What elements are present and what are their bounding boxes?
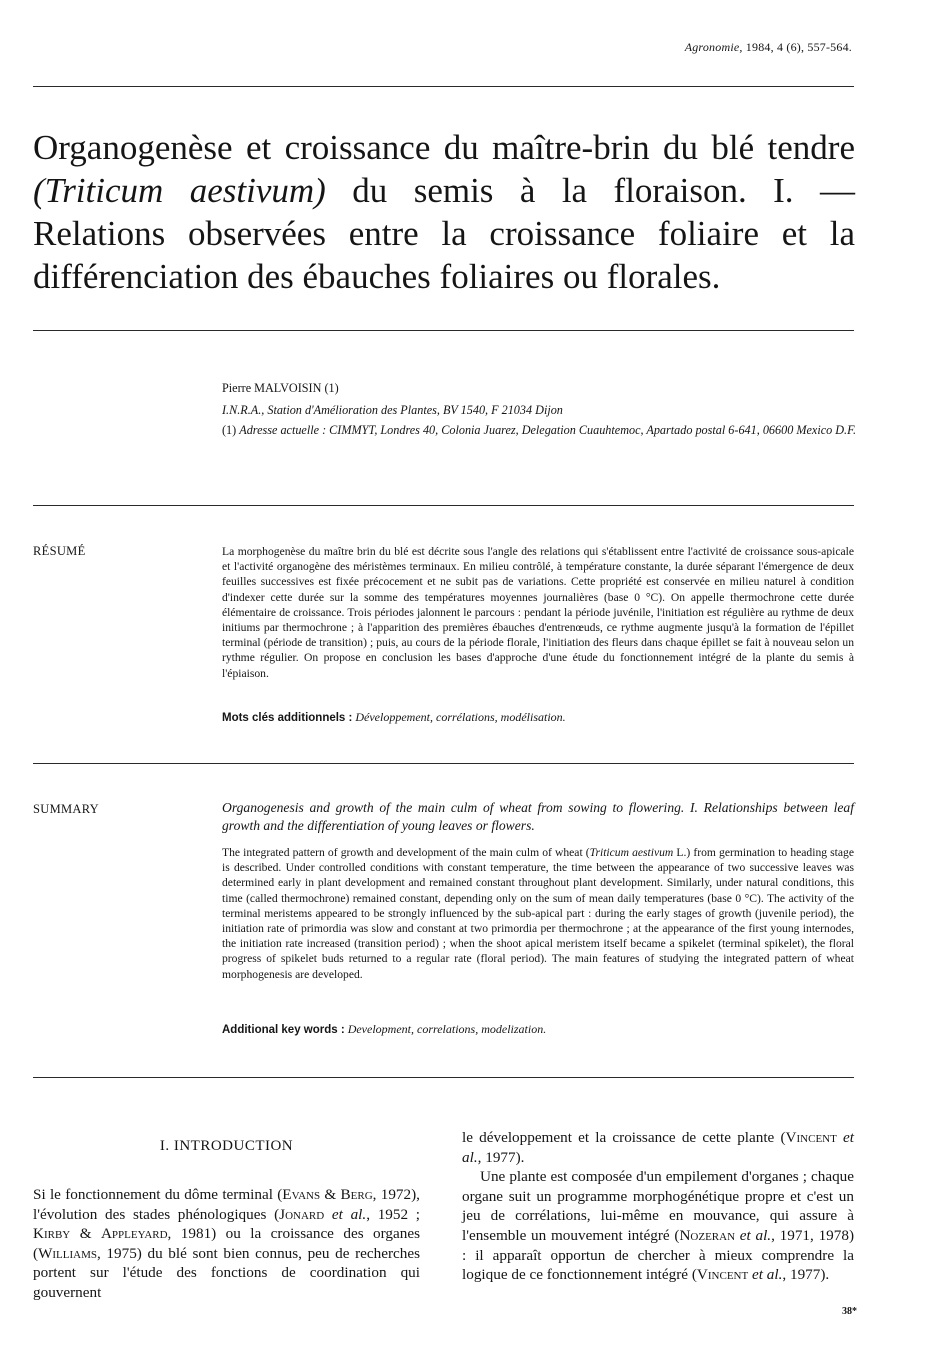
journal-details: 1984, 4 (6), 557-564. (745, 40, 852, 54)
intro-column-2 (462, 1128, 854, 1285)
author-block (222, 380, 862, 438)
summary-keywords-label: Additional key words : (222, 1024, 345, 1036)
summary-text (222, 845, 854, 982)
title-rule (33, 330, 854, 331)
author-citation: Kirby (33, 1225, 71, 1243)
page-number: 38* (842, 1306, 857, 1317)
summary-species: Triticum aestivum (589, 846, 674, 859)
summary-keywords (222, 1022, 854, 1037)
author-citation: Williams (38, 1244, 98, 1262)
summary-title: Organogenesis and growth of the main culm of wheat from sowing to flowering. I. Relationships between leaf growth and the differentiation of young leaves or flowers. (222, 800, 854, 833)
author-citation: Berg (340, 1186, 373, 1203)
resume-text: La morphogenèse du maître brin du blé est décrite sous l'angle des relations qui s'établissent entre l'activité de croissance sous-apicale et l'activité organogène des méristèmes terminaux. En milieu contrôlé, à température constante, la durée séparant l'émergence de deux feuilles successives est fixée précocement et ne subit pas de variations. Cette propriété est conservée en milieu naturel à condition d'indexer cette durée sur la somme des températures moyennes journalières (base 0 °C). On appelle thermochrone cette durée élémentaire de croissance. Trois périodes jalonnent le parcours : pendant la période juvénile, l'initiation est régulière au rythme de deux initiums par thermochrone ; à l'apparition des premières ébauches d'entrenœuds, ce rythme augmente jusqu'à la formation de l'épillet terminal (période de transition) ; puis, au cours de la période florale, l'initiation des fleurs dans chaque épillet se fait à nouveau selon un rythme régulier. On propose en conclusion les bases d'approche d'une étude du fonctionnement intégré de la plante du semis à l'épiaison. (222, 545, 854, 680)
title-line-4: différenciation des ébauches foliaires ou florales. (33, 257, 721, 296)
summary-text-part-1: The integrated pattern of growth and development of the main culm of wheat ( (222, 846, 590, 859)
et-al: et al. (752, 1266, 783, 1284)
intro-col2-paragraph-1: le développement et la croissance de cette plante (Vincent et al., 1977). (462, 1129, 854, 1166)
author-affiliation: I.N.R.A., Station d'Amélioration des Plantes, BV 1540, F 21034 Dijon (222, 403, 563, 417)
address-prefix: (1) (222, 423, 240, 437)
et-al: et al. (462, 1129, 854, 1166)
article-title (33, 126, 855, 298)
resume-rule (33, 763, 854, 764)
author-citation: Appleyard (100, 1225, 168, 1243)
et-al: et al. (739, 1226, 772, 1244)
author-address (222, 422, 862, 438)
address-text: Adresse actuelle : CIMMYT, Londres 40, Colonia Juarez, Delegation Cuauhtemoc, Apartado postal 6-641, 06600 Mexico D.F. (239, 423, 857, 437)
resume-keywords (222, 710, 854, 725)
author-citation: Vincent (696, 1266, 749, 1284)
title-line-2 (33, 169, 855, 212)
author-citation: Vincent (785, 1129, 837, 1146)
intro-heading: I. INTRODUCTION (159, 1138, 294, 1154)
summary-text-part-2: L.) from germination to heading stage is described. Under controlled conditions with constant temperature, the time between the appearance of two successive leaves was determined early in plant development and remained constant throughout plant development. Similarly, under natural conditions, this time (called thermochrone) remained constant, depending only on the sum of mean daily temperatures (base 0 °C). The activity of the terminal meristems appeared to be strongly influenced by the sub-apical part : during the early stages of growth (juvenile period), the initiation rate of primordia was slow and constant at two primordia per thermochrone ; at the appearance of the first young internodes, the initiation rate increased (transition period) ; when the shoot apical meristem itself became a spikelet (terminal spikelet), the floral progress of spikelet buds returned to a regular rate (floral period). The main features of studying the integrated pattern of wheat morphogenesis are developed. (222, 846, 854, 981)
title-line-3: Relations observées entre la croissance foliaire et la (33, 214, 855, 253)
summary-label: SUMMARY (33, 802, 100, 816)
title-line-2-rest: du semis à la floraison. I. — (325, 171, 855, 210)
resume-label: RÉSUMÉ (33, 544, 86, 558)
author-citation: Evans (282, 1186, 321, 1203)
journal-name: Agronomie, (684, 40, 743, 54)
journal-citation (685, 40, 852, 55)
intro-column-1: Si le fonctionnement du dôme terminal (Evans & Berg, 1972), l'évolution des stades phénologiques (Jonard et al., 1952 ; Kirby & Appleyard, 1981) ou la croissance des organes (Williams, 1975) du blé sont bien connus, peu de recherches portent sur l'étude des fonctions de coordination qui gouvernent (33, 1186, 420, 1301)
author-citation: Jonard (279, 1205, 325, 1223)
header-rule (33, 86, 854, 87)
author-name: Pierre MALVOISIN (1) (222, 381, 339, 395)
title-species: (Triticum aestivum) (33, 171, 326, 210)
title-line-1: Organogenèse et croissance du maître-brin du blé tendre (33, 128, 855, 167)
summary-rule (33, 1077, 854, 1078)
intro-col2-paragraph-2: Une plante est composée d'un empilement d'organes ; chaque organe suit un programme morphogénétique propre et c'est un jeu de corrélations, lui-même en mouvance, qui assure à l'ensemble un mouvement intégré (Nozeran et al., 1971, 1978) : il apparaît opportun de chercher à mieux comprendre la logique de ce fonctionnement intégré (Vincent et al., 1977). (462, 1168, 854, 1284)
summary-keywords-text: Development, correlations, modelization. (347, 1022, 547, 1036)
authors-rule (33, 505, 854, 506)
resume-keywords-text: Développement, corrélations, modélisation. (355, 710, 566, 724)
resume-keywords-label: Mots clés additionnels : (222, 712, 353, 724)
et-al: et al. (331, 1205, 367, 1223)
author-citation: Nozeran (679, 1226, 736, 1244)
